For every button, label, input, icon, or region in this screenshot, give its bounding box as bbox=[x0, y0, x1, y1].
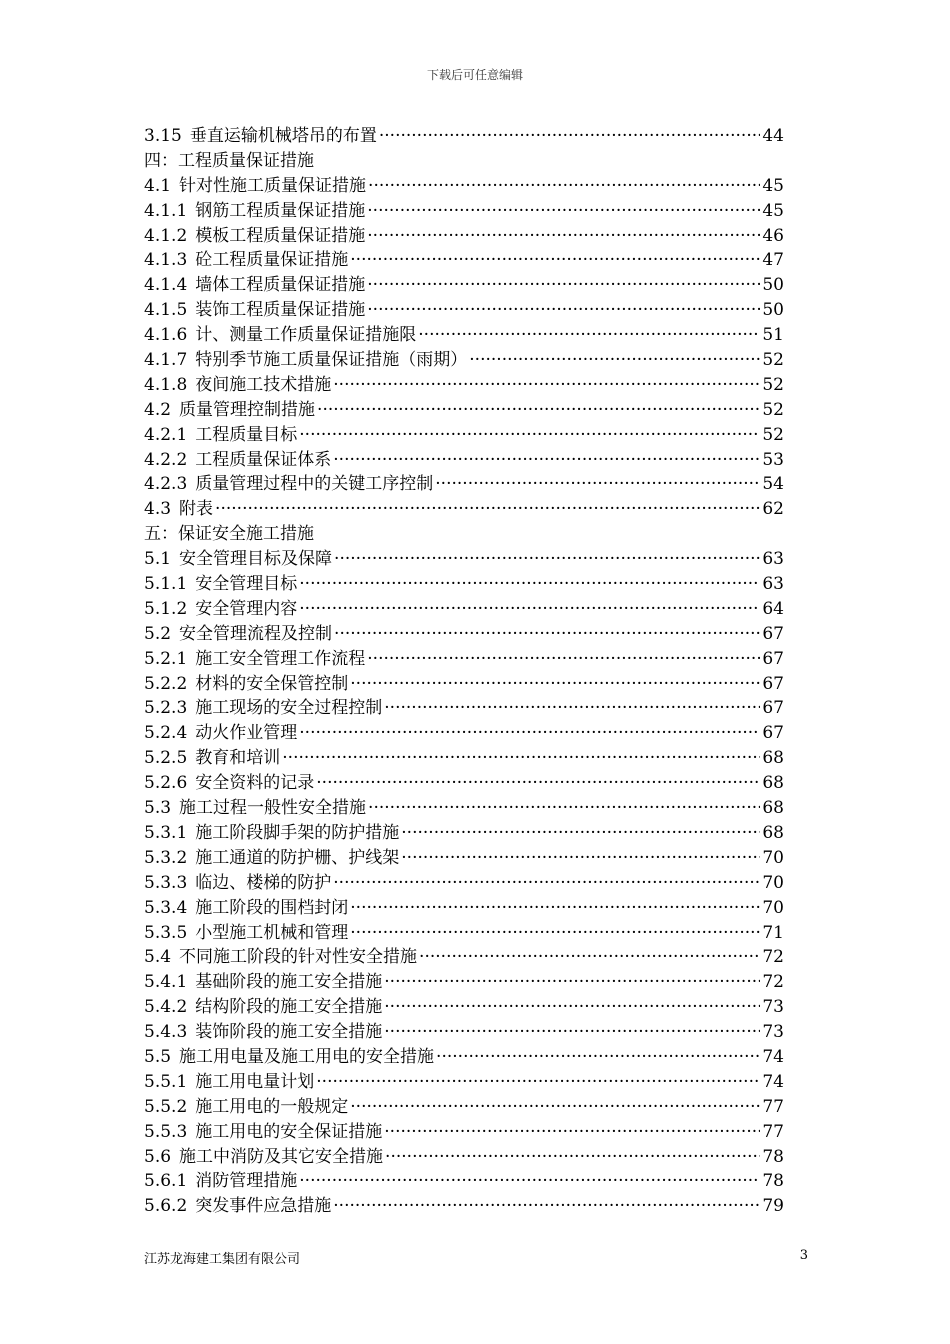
toc-entry[interactable] bbox=[144, 1120, 784, 1145]
toc-leader-dots bbox=[368, 796, 760, 821]
toc-entry-title: 结构阶段的施工安全措施 bbox=[195, 997, 383, 1018]
toc-entry[interactable] bbox=[144, 647, 784, 672]
toc-entry-number: 4.1.2 bbox=[144, 225, 188, 246]
toc-entry-title: 施工用电量及施工用电的安全措施 bbox=[179, 1046, 435, 1067]
toc-entry-title: 安全管理目标及保障 bbox=[179, 549, 333, 570]
toc-entry-number: 5.2.2 bbox=[144, 673, 188, 694]
toc-entry-page: 72 bbox=[762, 947, 784, 968]
toc-entry[interactable] bbox=[144, 547, 784, 572]
toc-entry-page: 67 bbox=[762, 648, 784, 669]
toc-entry-title: 基础阶段的施工安全措施 bbox=[195, 972, 383, 993]
toc-entry-page: 52 bbox=[762, 424, 784, 445]
toc-leader-dots bbox=[333, 1194, 760, 1219]
toc-leader-dots bbox=[384, 696, 760, 721]
toc-entry[interactable] bbox=[144, 1145, 784, 1170]
toc-entry-page: 79 bbox=[762, 1196, 784, 1217]
toc-leader-dots bbox=[419, 945, 760, 970]
toc-leader-dots bbox=[435, 472, 760, 497]
toc-entry[interactable] bbox=[144, 1070, 784, 1095]
toc-section-heading[interactable] bbox=[144, 522, 784, 547]
toc-entry[interactable] bbox=[144, 871, 784, 896]
toc-entry-number: 5.2.6 bbox=[144, 773, 188, 794]
toc-entry-title: 施工过程一般性安全措施 bbox=[179, 798, 367, 819]
toc-entry-page: 73 bbox=[762, 997, 784, 1018]
toc-entry-page: 70 bbox=[762, 872, 784, 893]
toc-entry-title: 施工安全管理工作流程 bbox=[195, 648, 366, 669]
toc-entry-number: 4.1.7 bbox=[144, 350, 188, 371]
toc-entry-title: 突发事件应急措施 bbox=[195, 1196, 332, 1217]
toc-entry-number: 5.1 bbox=[144, 549, 172, 570]
toc-entry[interactable] bbox=[144, 1194, 784, 1219]
toc-entry-number: 5.2.5 bbox=[144, 748, 188, 769]
toc-entry-page: 45 bbox=[762, 200, 784, 221]
toc-entry-number: 5.3.3 bbox=[144, 872, 188, 893]
toc-entry-page: 74 bbox=[762, 1046, 784, 1067]
toc-entry-page: 72 bbox=[762, 972, 784, 993]
toc-leader-dots bbox=[316, 1070, 760, 1095]
toc-leader-dots bbox=[436, 1045, 760, 1070]
toc-entry-page: 52 bbox=[762, 399, 784, 420]
toc-entry-title: 安全管理目标 bbox=[195, 574, 298, 595]
toc-entry[interactable] bbox=[144, 423, 784, 448]
toc-entry-number: 5.3.2 bbox=[144, 847, 188, 868]
toc-entry-page: 64 bbox=[762, 598, 784, 619]
toc-leader-dots bbox=[367, 199, 760, 224]
toc-entry-page: 68 bbox=[762, 822, 784, 843]
toc-leader-dots bbox=[299, 572, 760, 597]
toc-entry[interactable] bbox=[144, 846, 784, 871]
toc-entry-title: 特别季节施工质量保证措施（雨期） bbox=[195, 350, 468, 371]
toc-entry-number: 5.2 bbox=[144, 623, 172, 644]
toc-entry-page: 51 bbox=[762, 325, 784, 346]
toc-entry-title: 夜间施工技术措施 bbox=[195, 374, 332, 395]
toc-entry-title: 工程质量目标 bbox=[195, 424, 298, 445]
toc-entry-number: 4.2 bbox=[144, 399, 172, 420]
toc-entry[interactable] bbox=[144, 448, 784, 473]
toc-entry[interactable] bbox=[144, 348, 784, 373]
toc-entry-page: 68 bbox=[762, 773, 784, 794]
toc-entry[interactable] bbox=[144, 472, 784, 497]
toc-entry-page: 52 bbox=[762, 374, 784, 395]
toc-entry[interactable] bbox=[144, 1169, 784, 1194]
toc-entry-page: 46 bbox=[762, 225, 784, 246]
toc-entry-page: 68 bbox=[762, 748, 784, 769]
toc-entry-title: 墙体工程质量保证措施 bbox=[195, 275, 366, 296]
toc-leader-dots bbox=[299, 721, 760, 746]
toc-leader-dots bbox=[316, 771, 760, 796]
toc-entry[interactable] bbox=[144, 721, 784, 746]
toc-leader-dots bbox=[384, 995, 760, 1020]
toc-entry-number: 4.1.4 bbox=[144, 275, 188, 296]
toc-entry[interactable] bbox=[144, 1095, 784, 1120]
toc-entry-title: 垂直运输机械塔吊的布置 bbox=[189, 126, 377, 146]
toc-entry-title: 动火作业管理 bbox=[195, 723, 298, 744]
toc-entry-page: 63 bbox=[762, 574, 784, 595]
toc-entry-page: 45 bbox=[762, 175, 784, 196]
toc-entry-page: 67 bbox=[762, 673, 784, 694]
toc-entry-title: 钢筋工程质量保证措施 bbox=[195, 200, 366, 221]
toc-leader-dots bbox=[350, 248, 760, 273]
page-footer bbox=[144, 1248, 808, 1267]
toc-entry[interactable] bbox=[144, 970, 784, 995]
toc-entry-title: 计、测量工作质量保证措施限 bbox=[195, 325, 417, 346]
toc-entry-page: 68 bbox=[762, 798, 784, 819]
toc-entry-number: 5.4 bbox=[144, 947, 172, 968]
toc-entry-page: 54 bbox=[762, 474, 784, 495]
toc-entry[interactable] bbox=[144, 896, 784, 921]
toc-entry-number: 5.3.1 bbox=[144, 822, 188, 843]
toc-entry-title: 材料的安全保管控制 bbox=[195, 673, 349, 694]
toc-leader-dots bbox=[367, 224, 760, 249]
toc-leader-dots bbox=[334, 622, 760, 647]
toc-leader-dots bbox=[334, 547, 760, 572]
toc-entry[interactable] bbox=[144, 945, 784, 970]
toc-entry[interactable] bbox=[144, 796, 784, 821]
toc-entry-title: 五：保证安全施工措施 bbox=[144, 524, 314, 545]
toc-entry[interactable] bbox=[144, 248, 784, 273]
toc-entry-title: 质量管理控制措施 bbox=[179, 399, 316, 420]
toc-entry-number: 5.4.2 bbox=[144, 997, 188, 1018]
toc-leader-dots bbox=[333, 373, 760, 398]
toc-leader-dots bbox=[350, 921, 760, 946]
toc-leader-dots bbox=[350, 1095, 760, 1120]
toc-entry-title: 装饰阶段的施工安全措施 bbox=[195, 1022, 383, 1043]
toc-leader-dots bbox=[367, 273, 760, 298]
toc-leader-dots bbox=[333, 448, 760, 473]
toc-entry-number: 5.6.2 bbox=[144, 1196, 188, 1217]
toc-entry-number: 5.5.3 bbox=[144, 1121, 188, 1142]
toc-entry-title: 消防管理措施 bbox=[195, 1171, 298, 1192]
toc-entry-title: 模板工程质量保证措施 bbox=[195, 225, 366, 246]
toc-entry-number: 5.1.1 bbox=[144, 574, 188, 595]
toc-leader-dots bbox=[282, 746, 760, 771]
toc-leader-dots bbox=[379, 124, 761, 149]
toc-leader-dots bbox=[215, 497, 760, 522]
toc-entry-number: 4.2.3 bbox=[144, 474, 188, 495]
toc-leader-dots bbox=[350, 896, 760, 921]
toc-entry-title: 四：工程质量保证措施 bbox=[144, 150, 314, 171]
toc-section-heading[interactable] bbox=[144, 149, 784, 174]
toc-entry[interactable] bbox=[144, 597, 784, 622]
toc-entry-number: 4.1 bbox=[144, 175, 172, 196]
toc-entry-number: 4.2.1 bbox=[144, 424, 188, 445]
toc-entry-number: 5.2.4 bbox=[144, 723, 188, 744]
toc-leader-dots bbox=[317, 398, 760, 423]
toc-entry-title: 砼工程质量保证措施 bbox=[195, 250, 349, 271]
toc-entry-page: 62 bbox=[762, 499, 784, 520]
toc-entry-number: 4.1.1 bbox=[144, 200, 188, 221]
footer-company: 江苏龙海建工集团有限公司 bbox=[144, 1252, 301, 1267]
toc-entry[interactable] bbox=[144, 199, 784, 224]
toc-entry-number: 5.6 bbox=[144, 1146, 172, 1167]
toc-entry-number: 4.1.3 bbox=[144, 250, 188, 271]
toc-entry-number: 5.5.2 bbox=[144, 1096, 188, 1117]
toc-entry-title: 不同施工阶段的针对性安全措施 bbox=[179, 947, 418, 968]
toc-entry-number: 5.6.1 bbox=[144, 1171, 188, 1192]
toc-entry-title: 装饰工程质量保证措施 bbox=[195, 300, 366, 321]
toc-leader-dots bbox=[299, 1169, 760, 1194]
toc-entry[interactable] bbox=[144, 672, 784, 697]
toc-entry-title: 工程质量保证体系 bbox=[195, 449, 332, 470]
toc-entry-page: 70 bbox=[762, 847, 784, 868]
toc-entry-page: 44 bbox=[762, 126, 784, 146]
toc-entry-title: 施工用电的一般规定 bbox=[195, 1096, 349, 1117]
toc-entry[interactable] bbox=[144, 273, 784, 298]
toc-leader-dots bbox=[368, 174, 760, 199]
toc-entry-title: 教育和培训 bbox=[195, 748, 281, 769]
toc-entry-title: 施工中消防及其它安全措施 bbox=[179, 1146, 384, 1167]
footer-page-number: 3 bbox=[799, 1248, 808, 1263]
toc-entry-number: 4.1.8 bbox=[144, 374, 188, 395]
toc-leader-dots bbox=[418, 323, 760, 348]
toc-entry-title: 施工阶段脚手架的防护措施 bbox=[195, 822, 400, 843]
toc-leader-dots bbox=[384, 1120, 760, 1145]
toc-entry-page: 74 bbox=[762, 1071, 784, 1092]
toc-leader-dots bbox=[367, 647, 760, 672]
toc-entry-page: 77 bbox=[762, 1096, 784, 1117]
toc-leader-dots bbox=[469, 348, 760, 373]
toc-entry[interactable] bbox=[144, 124, 784, 149]
toc-entry[interactable] bbox=[144, 746, 784, 771]
toc-entry[interactable] bbox=[144, 323, 784, 348]
toc-entry-number: 5.3.5 bbox=[144, 922, 188, 943]
toc-entry[interactable] bbox=[144, 1020, 784, 1045]
toc-entry-page: 67 bbox=[762, 623, 784, 644]
toc-entry-page: 78 bbox=[762, 1146, 784, 1167]
toc-entry-title: 附表 bbox=[179, 499, 214, 520]
toc-entry-number: 4.3 bbox=[144, 499, 172, 520]
toc-entry-page: 63 bbox=[762, 549, 784, 570]
toc-entry[interactable] bbox=[144, 174, 784, 199]
page-header: 下载后可任意编辑 bbox=[426, 68, 523, 82]
toc-entry-number: 5.5 bbox=[144, 1046, 172, 1067]
toc-entry-page: 50 bbox=[762, 275, 784, 296]
toc-entry-title: 安全资料的记录 bbox=[195, 773, 315, 794]
toc-entry-title: 临边、楼梯的防护 bbox=[195, 872, 332, 893]
toc-entry-title: 施工用电量计划 bbox=[195, 1071, 315, 1092]
toc-entry-title: 施工通道的防护栅、护线架 bbox=[195, 847, 400, 868]
toc-leader-dots bbox=[350, 672, 760, 697]
toc-entry-number: 5.1.2 bbox=[144, 598, 188, 619]
toc-entry-number: 3.15 bbox=[144, 126, 182, 146]
toc-entry-title: 施工阶段的围档封闭 bbox=[195, 897, 349, 918]
toc-entry[interactable] bbox=[144, 771, 784, 796]
toc-entry-number: 4.1.5 bbox=[144, 300, 188, 321]
toc-entry-page: 67 bbox=[762, 723, 784, 744]
toc-entry-number: 5.4.3 bbox=[144, 1022, 188, 1043]
toc-leader-dots bbox=[384, 1020, 760, 1045]
toc-entry-title: 针对性施工质量保证措施 bbox=[179, 175, 367, 196]
toc-leader-dots bbox=[385, 1145, 760, 1170]
toc-entry[interactable] bbox=[144, 572, 784, 597]
toc-entry-number: 5.5.1 bbox=[144, 1071, 188, 1092]
table-of-contents bbox=[144, 124, 784, 1219]
toc-entry-number: 5.3.4 bbox=[144, 897, 188, 918]
toc-entry-title: 施工用电的安全保证措施 bbox=[195, 1121, 383, 1142]
toc-entry-title: 小型施工机械和管理 bbox=[195, 922, 349, 943]
toc-entry-page: 73 bbox=[762, 1022, 784, 1043]
toc-entry[interactable] bbox=[144, 696, 784, 721]
toc-entry[interactable] bbox=[144, 373, 784, 398]
toc-leader-dots bbox=[299, 423, 760, 448]
toc-entry-page: 53 bbox=[762, 449, 784, 470]
toc-entry-number: 5.3 bbox=[144, 798, 172, 819]
toc-leader-dots bbox=[299, 597, 760, 622]
toc-entry-number: 4.1.6 bbox=[144, 325, 188, 346]
toc-entry-page: 70 bbox=[762, 897, 784, 918]
toc-entry-page: 71 bbox=[762, 922, 784, 943]
toc-entry-title: 安全管理流程及控制 bbox=[179, 623, 333, 644]
toc-entry-page: 78 bbox=[762, 1171, 784, 1192]
toc-entry[interactable] bbox=[144, 921, 784, 946]
toc-entry-page: 67 bbox=[762, 698, 784, 719]
toc-leader-dots bbox=[401, 846, 760, 871]
toc-entry[interactable] bbox=[144, 497, 784, 522]
toc-entry-title: 安全管理内容 bbox=[195, 598, 298, 619]
toc-entry-page: 52 bbox=[762, 350, 784, 371]
toc-entry[interactable] bbox=[144, 821, 784, 846]
toc-entry-title: 质量管理过程中的关键工序控制 bbox=[195, 474, 434, 495]
toc-entry-page: 77 bbox=[762, 1121, 784, 1142]
toc-entry-page: 47 bbox=[762, 250, 784, 271]
toc-entry[interactable] bbox=[144, 995, 784, 1020]
toc-leader-dots bbox=[333, 871, 760, 896]
toc-leader-dots bbox=[384, 970, 760, 995]
toc-entry-title: 施工现场的安全过程控制 bbox=[195, 698, 383, 719]
toc-entry[interactable] bbox=[144, 622, 784, 647]
toc-entry-number: 5.2.3 bbox=[144, 698, 188, 719]
toc-leader-dots bbox=[367, 298, 760, 323]
toc-entry[interactable] bbox=[144, 298, 784, 323]
toc-entry[interactable] bbox=[144, 1045, 784, 1070]
toc-entry-number: 5.4.1 bbox=[144, 972, 188, 993]
toc-entry-number: 4.2.2 bbox=[144, 449, 188, 470]
toc-entry-page: 50 bbox=[762, 300, 784, 321]
toc-entry[interactable] bbox=[144, 224, 784, 249]
toc-entry-number: 5.2.1 bbox=[144, 648, 188, 669]
toc-leader-dots bbox=[401, 821, 760, 846]
toc-entry[interactable] bbox=[144, 398, 784, 423]
